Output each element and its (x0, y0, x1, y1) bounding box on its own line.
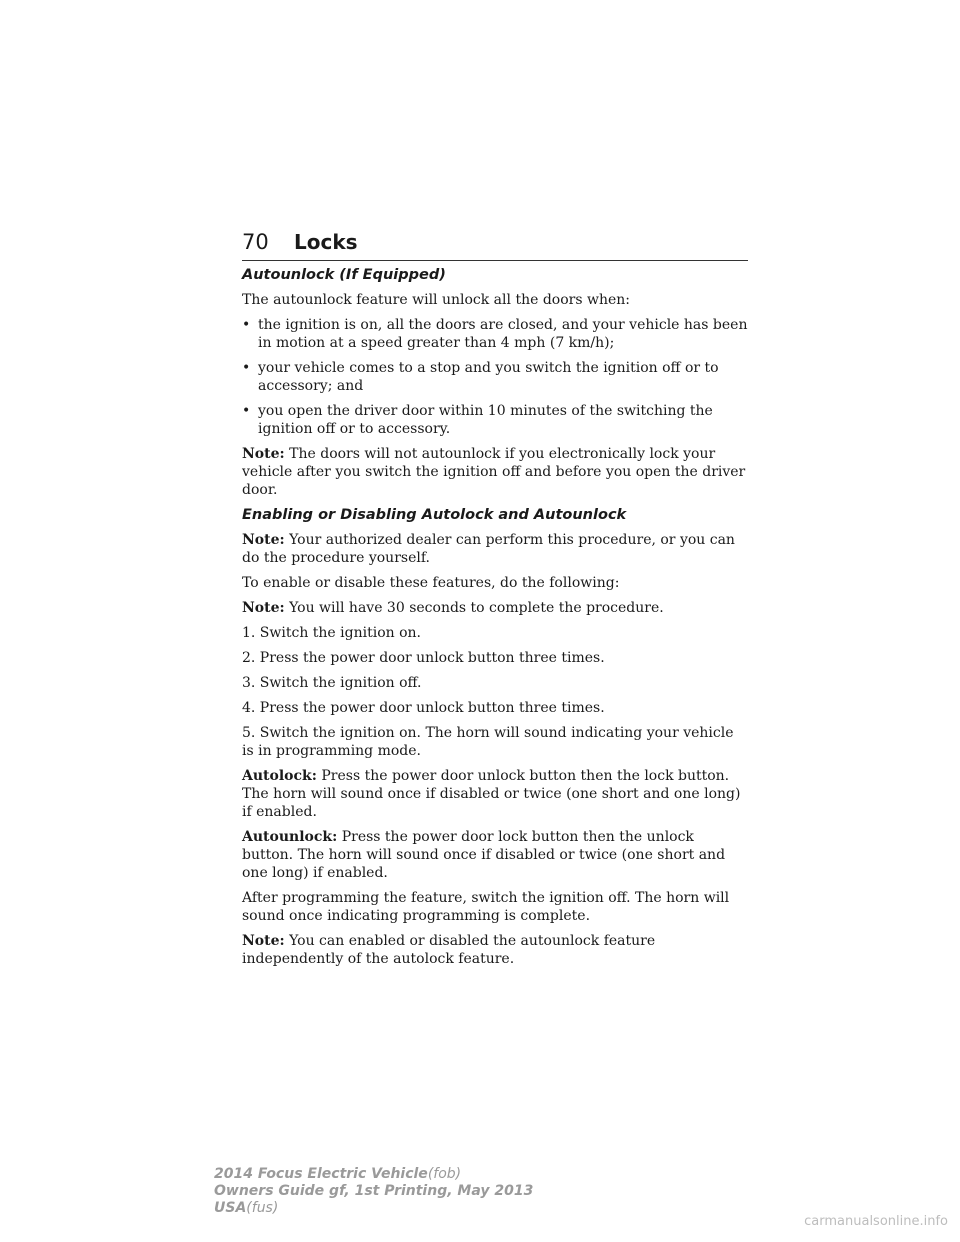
list-item: • the ignition is on, all the doors are closed, and your vehicle has been in motion at a speed greater than 4 mph (7 km/h); (242, 317, 748, 351)
autounlock-text: Press the power door lock button then the unlock button. The horn will sound once if disabled or twice (one short and one long) if enabled. (242, 829, 726, 881)
footer-line-2: Owners Guide gf, 1st Printing, May 2013 (214, 1183, 534, 1199)
section-heading-enabling: Enabling or Disabling Autolock and Autounlock (242, 507, 627, 523)
step-item: 2. Press the power door unlock button three times. (242, 650, 605, 666)
note-label: Note: (242, 446, 285, 462)
chapter-title: Locks (294, 230, 358, 254)
page-number: 70 (242, 230, 269, 254)
note-text: Your authorized dealer can perform this procedure, or you can do the procedure yourself. (242, 532, 735, 566)
footer-line-1: 2014 Focus Electric Vehicle(fob) (214, 1166, 462, 1182)
bullet-icon: • (242, 360, 251, 376)
autolock-text: Press the power door unlock button then the lock button. The horn will sound once if disabled or twice (one short and one long) if enabled. (242, 768, 741, 820)
watermark: carmanualsonline.info (804, 1214, 948, 1229)
instruction-text: To enable or disable these features, do the following: (242, 575, 620, 591)
section-heading-autounlock: Autounlock (If Equipped) (242, 267, 446, 283)
list-item: • you open the driver door within 10 minutes of the switching the ignition off or to accessory. (242, 403, 713, 437)
note-label: Note: (242, 933, 285, 949)
note-label: Note: (242, 532, 285, 548)
note-label: Note: (242, 600, 285, 616)
autolock-paragraph (242, 767, 748, 821)
footer-line-3: USA(fus) (214, 1200, 279, 1216)
list-item: • your vehicle comes to a stop and you switch the ignition off or to accessory; and (242, 360, 719, 394)
note-paragraph (242, 932, 748, 968)
bullet-icon: • (242, 403, 251, 419)
autounlock-label: Autounlock: (242, 829, 338, 845)
bullet-icon: • (242, 317, 251, 333)
page-header (242, 226, 748, 261)
page-footer (214, 1166, 533, 1217)
note-paragraph (242, 599, 748, 617)
step-item: 5. Switch the ignition on. The horn will sound indicating your vehicle is in programming mode. (242, 725, 734, 759)
autounlock-conditions-list (242, 316, 748, 438)
autounlock-intro: The autounlock feature will unlock all the doors when: (242, 292, 630, 308)
step-item: 1. Switch the ignition on. (242, 625, 421, 641)
note-text: The doors will not autounlock if you electronically lock your vehicle after you switch the ignition off and before you open the driver door. (242, 446, 746, 498)
step-item: 3. Switch the ignition off. (242, 675, 422, 691)
note-paragraph (242, 531, 748, 567)
autounlock-paragraph (242, 828, 748, 882)
after-programming-text: After programming the feature, switch the ignition off. The horn will sound once indicating programming is complete. (242, 890, 730, 924)
note-text: You can enabled or disabled the autounlock feature independently of the autolock feature. (242, 933, 656, 967)
autolock-label: Autolock: (242, 768, 317, 784)
step-item: 4. Press the power door unlock button three times. (242, 700, 605, 716)
page-content (242, 266, 748, 975)
note-paragraph (242, 445, 748, 499)
note-text: You will have 30 seconds to complete the procedure. (289, 600, 664, 616)
